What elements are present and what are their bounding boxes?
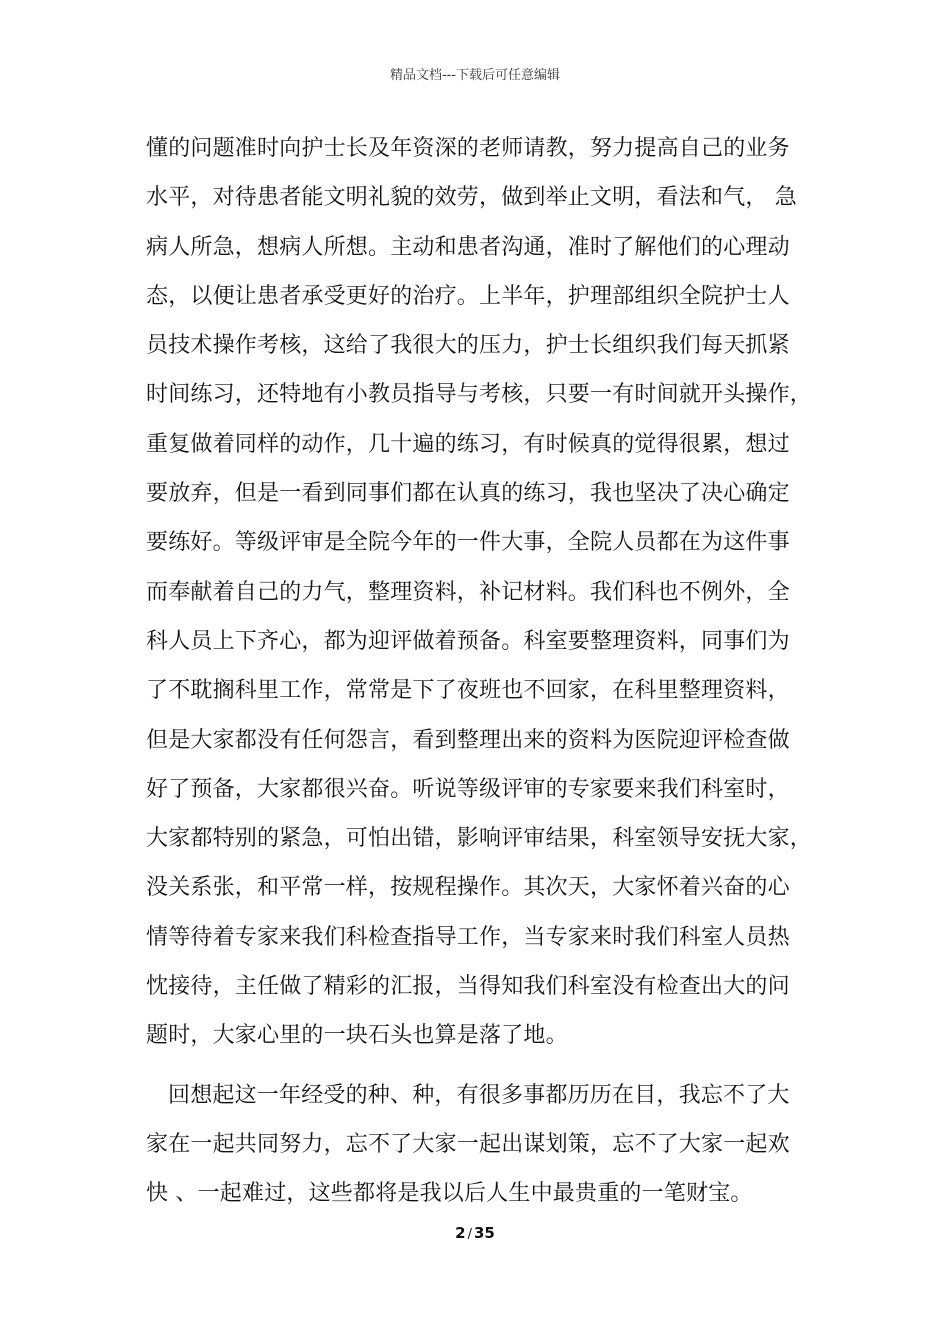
text-line: 好了预备，大家都很兴奋。听说等级评审的专家要来我们科室时， xyxy=(146,776,790,802)
paragraph-2 xyxy=(146,1071,826,1219)
current-page: 2 xyxy=(455,1224,466,1242)
text-line: 要放弃，但是一看到同事们都在认真的练习，我也坚决了决心确定 xyxy=(146,481,790,507)
text-line: 重复做着同样的动作，几十遍的练习，有时候真的觉得很累，想过 xyxy=(146,431,790,457)
text-line: 态，以便让患者承受更好的治疗。上半年，护理部组织全院护士人 xyxy=(146,283,790,309)
text-line: 家在一起共同努力，忘不了大家一起出谋划策，忘不了大家一起欢 xyxy=(146,1131,790,1157)
text-line: 要练好。等级评审是全院今年的一件大事，全院人员都在为这件事 xyxy=(146,530,790,556)
text-line: 回想起这一年经受的种、种，有很多事都历历在目，我忘不了大 xyxy=(168,1082,790,1108)
text-line: 员技术操作考核，这给了我很大的压力，护士长组织我们每天抓紧 xyxy=(146,333,790,359)
text-line: 没关系张，和平常一样，按规程操作。其次天，大家怀着兴奋的心 xyxy=(146,875,790,901)
text-line: 病人所急，想病人所想。主动和患者沟通，准时了解他们的心理动 xyxy=(146,234,790,260)
page-number xyxy=(0,1224,950,1242)
text-line: 忱接待，主任做了精彩的汇报，当得知我们科室没有检查出大的问 xyxy=(146,974,790,1000)
document-body xyxy=(146,124,826,1219)
text-line: 情等待着专家来我们科检查指导工作，当专家来时我们科室人员热 xyxy=(146,924,790,950)
text-line: 科人员上下齐心，都为迎评做着预备。科室要整理资料，同事们为 xyxy=(146,628,790,654)
text-line: 了不耽搁科里工作，常常是下了夜班也不回家，在科里整理资料， xyxy=(146,678,790,704)
text-line: 快 、一起难过，这些都将是我以后人生中最贵重的一笔财宝。 xyxy=(146,1181,753,1207)
text-line: 而奉献着自己的力气，整理资料，补记材料。我们科也不例外，全 xyxy=(146,579,790,605)
text-line: 但是大家都没有任何怨言，看到整理出来的资料为医院迎评检查做 xyxy=(146,727,790,753)
text-line: 题时，大家心里的一块石头也算是落了地。 xyxy=(146,1023,568,1049)
text-line: 水平，对待患者能文明礼貌的效劳，做到举止文明，看法和气， 急 xyxy=(146,185,797,211)
page-separator: / xyxy=(467,1227,472,1242)
text-line: 时间练习，还特地有小教员指导与考核，只要一有时间就开头操作， xyxy=(146,382,813,408)
text-line: 大家都特别的紧急，可怕出错，影响评审结果，科室领导安抚大家， xyxy=(146,826,813,852)
text-line: 懂的问题准时向护士长及年资深的老师请教，努力提高自己的业务 xyxy=(146,136,790,161)
paragraph-1 xyxy=(146,124,826,1061)
page-header: 精品文档---下载后可任意编辑 xyxy=(389,68,561,83)
total-pages: 35 xyxy=(473,1224,495,1242)
